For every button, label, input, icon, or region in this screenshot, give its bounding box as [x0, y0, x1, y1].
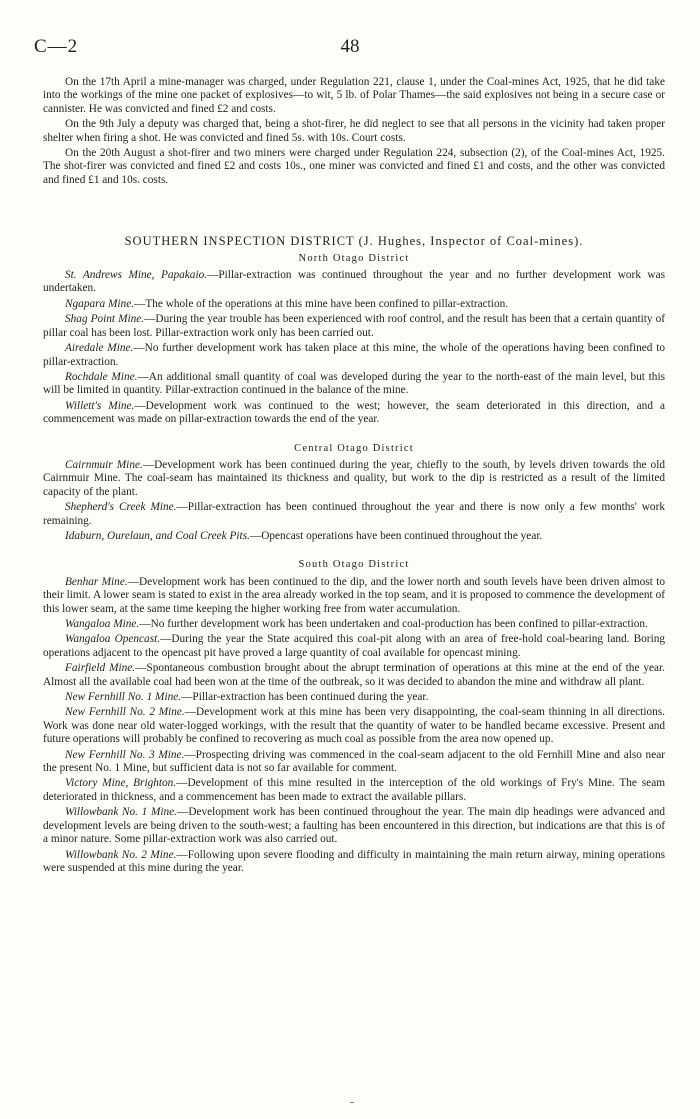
paragraph	[43, 618, 665, 631]
paragraph-text: —Development work at this mine has been very disappointing, the coal-seam thinning in all directions. Work was done near old water-logged workings, with the result that the quantity of water to be handled became excessive. Present and future operations will probably be confined to recovering as much coal as possible from the area now opened up.	[43, 706, 665, 746]
mine-name: Shag Point Mine.	[65, 313, 145, 326]
section-heading: SOUTHERN INSPECTION DISTRICT (J. Hughes, Inspector of Coal-mines).	[124, 234, 584, 249]
paragraph-text: —Development work has been continued to the dip, and the lower north and south levels have been driven almost to their limit. A lower seam is stated to exist in the area already worked in the top seam, and it is proposed to commence the development of this lower seam, at the same time keeping the higher working free from water accumulation.	[43, 575, 665, 615]
paragraph	[43, 633, 665, 660]
mine-name: Willett's Mine.	[65, 399, 135, 412]
paragraph	[43, 777, 665, 804]
paragraph	[43, 849, 665, 876]
mine-name: Wangaloa Opencast.	[65, 633, 161, 646]
mine-name: Rochdale Mine.	[65, 370, 138, 383]
mine-name: Wangaloa Mine.	[65, 618, 140, 630]
paragraph-text: —An additional small quantity of coal was developed during the year to the north-east of the main level, but this will be limited in quantity. Pillar-extraction continued in the balance of the mine.	[43, 370, 665, 397]
mine-name: Cairnmuir Mine.	[65, 458, 143, 471]
mine-name: Victory Mine, Brighton.	[65, 777, 177, 790]
paragraph-text: —Spontaneous combustion brought about the abrupt termination of operations at this mine at the end of the year. Almost all the available coal had been won at the time of the outbreak, so it was decided to abandon the mine and withdraw all plant.	[43, 662, 666, 688]
mine-name: Airedale Mine.	[65, 342, 134, 355]
page-number: 48	[340, 36, 360, 57]
paragraph	[43, 706, 665, 746]
paragraph	[43, 298, 665, 311]
paragraph	[43, 269, 665, 296]
mine-name: New Fernhill No. 2 Mine.	[65, 706, 185, 719]
paragraph: On the 20th August a shot-firer and two miners were charged under Regulation 224, subsection (2), of the Coal-mines Act, 1925. The shot-firer was convicted and fined £2 and costs 10s., one miner was convicted and fined £1 and costs, and the other was convicted and fined £1 and 10s. costs.	[43, 147, 665, 186]
mine-name: Idaburn, Ourelaun, and Coal Creek Pits.	[65, 529, 250, 542]
paragraph	[43, 530, 665, 543]
paragraph	[43, 691, 665, 704]
paragraph	[43, 806, 665, 846]
south-otago-section	[43, 576, 665, 876]
central-otago-section	[43, 459, 665, 543]
paragraph-text: —No further development work has taken place at this mine, the whole of the operations having been confined to pillar-extraction.	[43, 342, 666, 368]
paragraph	[43, 371, 665, 398]
paragraph-text: —Pillar-extraction has been continued throughout the year and there is now only a few months' work remaining.	[43, 501, 665, 527]
paragraph: On the 9th July a deputy was charged that, being a shot-firer, he did neglect to see that all persons in the vicinity had taken proper shelter when firing a shot. He was convicted and fined 5s. with 10s. Court costs.	[43, 118, 665, 144]
paragraph	[43, 313, 665, 340]
mine-name: St. Andrews Mine, Papakaio.	[65, 269, 208, 282]
paragraph: On the 17th April a mine-manager was charged, under Regulation 221, clause 1, under the Coal-mines Act, 1925, that he did take into the workings of the mine one packet of explosives—to wit, 5 lb. of Polar Thames—the said explosives not being in a secure case or cannister. He was convicted and fined £2 and costs.	[43, 76, 665, 115]
paragraph	[43, 400, 665, 427]
paragraph-text: —During the year trouble has been experienced with roof control, and the result has been that a certain quantity of pillar coal has been lost. Pillar-extraction work only has been carried out.	[43, 313, 665, 339]
paragraph	[43, 459, 665, 499]
paragraph-text: —Pillar-extraction has been continued during the year.	[181, 691, 429, 704]
paragraph-text: —Development work has been continued during the year, chiefly to the south, by levels driven towards the old Cairnmuir Mine. The coal-seam has maintained its thickness and quality, but work to the dip is restricted as a result of the limited capacity of the plant.	[43, 458, 665, 498]
opening-section	[43, 76, 665, 187]
subsection-heading: Central Otago District	[294, 442, 414, 454]
subsection-heading: South Otago District	[298, 559, 410, 571]
paragraph	[43, 749, 665, 776]
paragraph	[43, 342, 665, 369]
subsection-heading: North Otago District	[298, 252, 410, 264]
paragraph	[43, 662, 665, 689]
report-code: C—2	[34, 36, 79, 57]
paragraph-text: —Following upon severe flooding and difficulty in maintaining the main return airway, mining operations were suspended at this mine during the year.	[43, 848, 665, 874]
paragraph-text: —The whole of the operations at this mine have been confined to pillar-extraction.	[134, 297, 509, 310]
page-body	[43, 76, 665, 877]
mine-name: New Fernhill No. 3 Mine.	[65, 748, 185, 761]
mine-name: Willowbank No. 1 Mine.	[65, 806, 178, 819]
paragraph-text: —No further development work has been undertaken and coal-production has been confined to pillar-extraction.	[139, 618, 648, 630]
paragraph-text: —During the year the State acquired this coal-pit along with an area of free-hold coal-bearing land. Boring operations adjacent to the opencast pit have proved a large quantity of coal available for opencast mining.	[43, 633, 666, 659]
paragraph-text: —Opencast operations have been continued throughout the year.	[249, 529, 543, 542]
paragraph-text: —Prospecting driving was commenced in the coal-seam adjacent to the old Fernhill Mine and also near the present No. 1 Mine, but sufficient data is not so far available for comment.	[43, 748, 665, 775]
paragraph-text: —Pillar-extraction was continued throughout the year and no further development work was undertaken.	[43, 269, 665, 295]
mine-name: Shepherd's Creek Mine.	[65, 501, 177, 514]
mine-name: Ngapara Mine.	[65, 297, 135, 310]
mine-name: New Fernhill No. 1 Mine.	[65, 691, 182, 704]
north-otago-section	[43, 269, 665, 426]
mine-name: Fairfield Mine.	[65, 662, 136, 675]
paragraph-text: —Development work was continued to the west; however, the seam deteriorated in this direction, and a commencement was made on pillar-extraction towards the end of the year.	[43, 399, 665, 426]
paragraph-text: —Development of this mine resulted in the interception of the old workings of Fry's Mine. The seam deteriorated in thickness, and a commencement has been made to extract the available pillars.	[43, 777, 665, 803]
paragraph	[43, 501, 665, 528]
paragraph	[43, 576, 665, 616]
print-speck	[350, 1102, 354, 1103]
mine-name: Benhar Mine.	[65, 575, 128, 588]
mine-name: Willowbank No. 2 Mine.	[65, 848, 177, 861]
paragraph-text: —Development work has been continued throughout the year. The main dip headings were advanced and development levels are being driven to the south-west; a faulting has been encountered in this direction, but indications are that this is of a minor nature. Some pillar-extraction work was also carried out.	[43, 806, 665, 846]
